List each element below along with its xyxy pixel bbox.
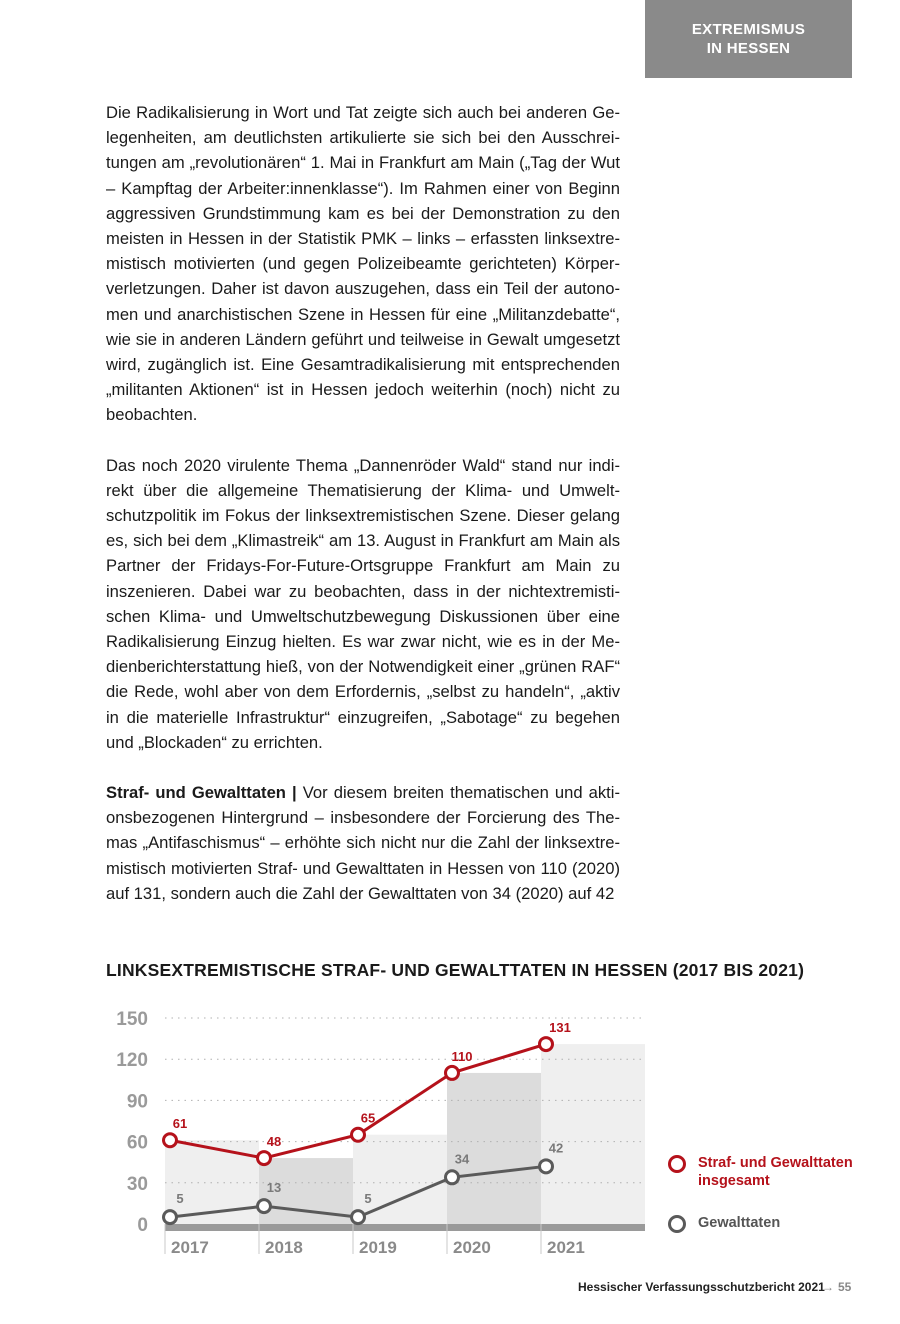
legend-label-total: Straf- und Gewalttaten insgesamt (698, 1155, 853, 1189)
data-point-1-2017 (164, 1211, 177, 1224)
data-point-0-2017 (164, 1134, 177, 1147)
paragraph-1: Die Radikalisierung in Wort und Tat zeigte sich auch bei anderen Gelegenheiten, am deutlichsten artikulierte sie sich bei den Ausschreitungen am „revolutionären“ 1. Mai in Frankfurt am Main („Tag der Wut – Kampftag der Arbeiter:innenklasse“). Im Rahmen einer von Beginn aggressiven Grundstimmung kam es bei der Demonstration zu den meisten in Hessen in der Statistik PMK – links – erfassten linksextremistisch motivierten (und gegen Polizeibeamte gerichteten) Körperverletzungen. Daher ist davon auszugehen, dass ein Teil der autonomen und anarchistischen Szene in Hessen für eine „Militanzdebatte“, wie sie in anderen Ländern geführt und teilweise in Gewalt umgesetzt wird, zugänglich ist. Eine Gesamtradikalisierung mit entsprechenden „militanten Aktionen“ ist in Hessen jedoch weiterhin (noch) nicht zu beobachten. (106, 103, 620, 425)
data-label-0-2020: 110 (451, 1048, 473, 1064)
section-tab (645, 0, 852, 78)
data-point-0-2018 (258, 1152, 271, 1165)
x-tick-label-2017: 2017 (171, 1238, 209, 1257)
x-axis-bar (165, 1224, 645, 1231)
data-point-0-2020 (446, 1066, 459, 1079)
paragraph-3-text: Vor diesem breiten thematischen und aktionsbezogenen Hintergrund – insbesondere der Forcierung des Themas „Antifaschismus“ – erhöhte sich nicht nur die Zahl der linksextremistisch motivierten Straf- und Gewalttaten in Hessen von 110 (2020) auf 131, sondern auch die Zahl der Gewalttaten von 34 (2020) auf 42 (106, 783, 620, 903)
data-point-1-2018 (258, 1200, 271, 1213)
footer-page-number: 55 (838, 1280, 852, 1294)
data-point-0-2021 (540, 1038, 553, 1051)
y-tick-label-0: 0 (137, 1215, 148, 1236)
data-label-0-2017: 61 (172, 1116, 188, 1132)
y-tick-label-120: 120 (116, 1050, 148, 1072)
body-text (106, 100, 620, 931)
data-label-0-2019: 65 (360, 1110, 376, 1126)
paragraph-2: Das noch 2020 virulente Thema „Dannenröder Wald“ stand nur indirekt über die allgemeine Thematisierung der Klima- und Umweltschutzpolitik im Fokus der linksextremistischen Szene. Dieser gelang es, sich bei dem „Klimastreik“ am 13. August in Frankfurt am Main als Partner der Fridays-For-Future-Ortsgruppe Frankfurt am Main zu inszenieren. Dabei war zu beobachten, dass in der nichtextremistischen Klima- und Umweltschutzbewegung Diskussionen über eine Radikalisierung Einzug hielten. Es war zwar nicht, wie es in der Medienberichterstattung hieß, von der Notwendigkeit einer „grünen RAF“ die Rede, wohl aber von dem Erfordernis, „selbst zu handeln“, „aktiv in die materielle Infrastruktur“ einzugreifen, „Sabotage“ zu begehen und „Blockaden“ zu errichten. (106, 455, 620, 752)
footer-arrow-icon: → (822, 1280, 834, 1294)
y-tick-label-150: 150 (116, 1009, 148, 1030)
x-tick-label-2018: 2018 (265, 1238, 303, 1257)
section-tab-line2: IN HESSEN (706, 40, 791, 57)
legend-marker-violent (668, 1215, 686, 1233)
line-chart (100, 1000, 660, 1260)
chart-band-2021 (541, 1044, 645, 1224)
data-label-1-2017: 5 (176, 1191, 184, 1207)
legend-label-violent: Gewalttaten (698, 1215, 781, 1231)
y-tick-label-60: 60 (126, 1132, 148, 1154)
y-tick-label-90: 90 (126, 1091, 148, 1113)
x-tick-label-2019: 2019 (359, 1238, 397, 1257)
data-point-0-2019 (352, 1128, 365, 1141)
data-label-1-2019: 5 (364, 1191, 372, 1207)
paragraph-3 (106, 780, 620, 906)
chart-title: LINKSEXTREMISTISCHE STRAF- UND GEWALTTATEN IN HESSEN (2017 BIS 2021) (106, 960, 805, 980)
data-label-1-2021: 42 (548, 1140, 564, 1156)
chart-band-2019 (353, 1135, 447, 1224)
footer-title: Hessischer Verfassungsschutzbericht 2021 (578, 1280, 825, 1294)
x-tick-label-2021: 2021 (547, 1238, 585, 1257)
chart-band-2020 (447, 1073, 541, 1224)
legend-marker-total (668, 1155, 686, 1173)
x-tick-label-2020: 2020 (453, 1238, 491, 1257)
data-label-0-2021: 131 (549, 1020, 571, 1036)
y-tick-label-30: 30 (126, 1173, 148, 1195)
data-label-1-2018: 13 (266, 1180, 282, 1196)
data-label-1-2020: 34 (454, 1151, 470, 1167)
data-label-0-2018: 48 (266, 1134, 282, 1150)
data-point-1-2021 (540, 1160, 553, 1173)
section-tab-line1: EXTREMISMUS (691, 21, 806, 38)
data-point-1-2019 (352, 1211, 365, 1224)
paragraph-3-lead: Straf- und Gewalttaten | (106, 783, 297, 803)
data-point-1-2020 (446, 1171, 459, 1184)
